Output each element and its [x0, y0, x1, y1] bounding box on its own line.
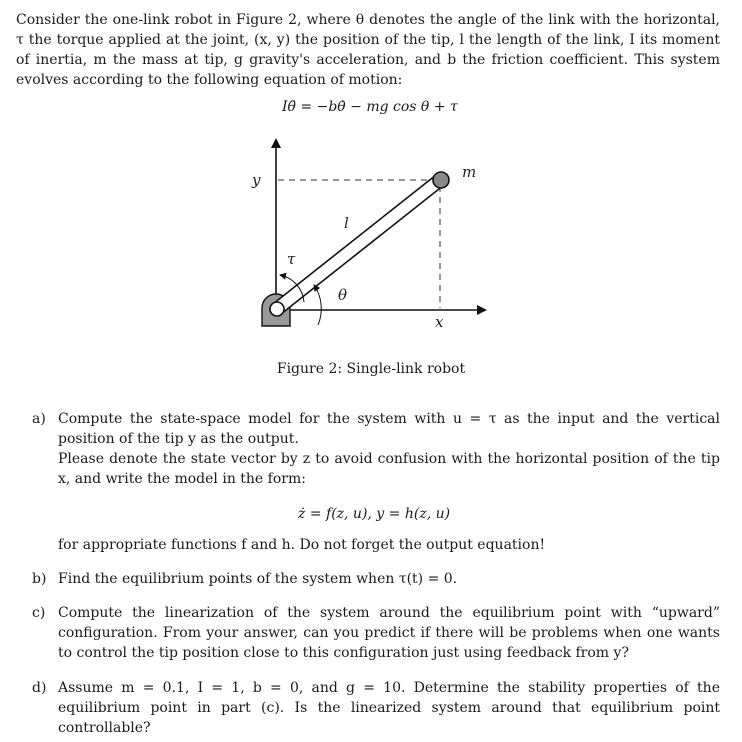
question-b	[32, 569, 720, 589]
question-d	[32, 678, 720, 738]
question-a-label: a)	[32, 411, 46, 427]
question-a-text-2: Please denote the state vector by z to avoid confusion with the horizontal position of the tip x, and write the model in the form:	[58, 451, 720, 487]
torque-label: τ	[287, 250, 296, 268]
question-a-text: Compute the state-space model for the system with u = τ as the input and the vertical position of the tip y as the output.	[58, 411, 720, 447]
tip-mass	[433, 172, 449, 188]
question-d-label: d)	[32, 680, 47, 696]
question-c-label: c)	[32, 605, 46, 621]
question-a-text-3: for appropriate functions f and h. Do not forget the output equation!	[58, 537, 546, 553]
angle-label: θ	[338, 286, 348, 304]
joint-pivot	[270, 302, 284, 316]
robot-link	[273, 175, 444, 314]
link-length-label: l	[344, 214, 349, 232]
question-b-text: Find the equilibrium points of the system when τ(t) = 0.	[58, 571, 458, 587]
question-a	[32, 409, 720, 489]
state-space-form-equation: ż = f(z, u), y = h(z, u)	[298, 506, 451, 522]
mass-label: m	[462, 163, 477, 181]
x-axis-label: x	[435, 313, 444, 331]
robot-figure	[230, 130, 510, 340]
question-c-text: Compute the linearization of the system around the equilibrium point with “upward” configuration. From your answer, can you predict if there will be problems when one wants to control the tip position close to this configuration just using feedback from y?	[58, 605, 720, 661]
y-axis-label: y	[252, 171, 261, 189]
question-b-label: b)	[32, 571, 47, 587]
question-d-text: Assume m = 0.1, I = 1, b = 0, and g = 10. Determine the stability properties of the equilibrium point in part (c). Is the linearized system around that equilibrium point controllable?	[58, 680, 720, 736]
equation-of-motion: Iθ̈ = −bθ̇ − mg cos θ + τ	[282, 99, 458, 115]
problem-intro: Consider the one-link robot in Figure 2, where θ denotes the angle of the link with the horizontal, τ the torque applied at the joint, (x, y) the position of the tip, l the length of the link, I its moment of inertia, m the mass at tip, g gravity's acceleration, and b the friction coefficient. This system evolves according to the following equation of motion:	[16, 12, 720, 88]
question-c	[32, 603, 720, 663]
theta-arc	[314, 285, 321, 325]
figure-caption: Figure 2: Single-link robot	[276, 361, 466, 377]
question-a-footer	[32, 535, 720, 555]
